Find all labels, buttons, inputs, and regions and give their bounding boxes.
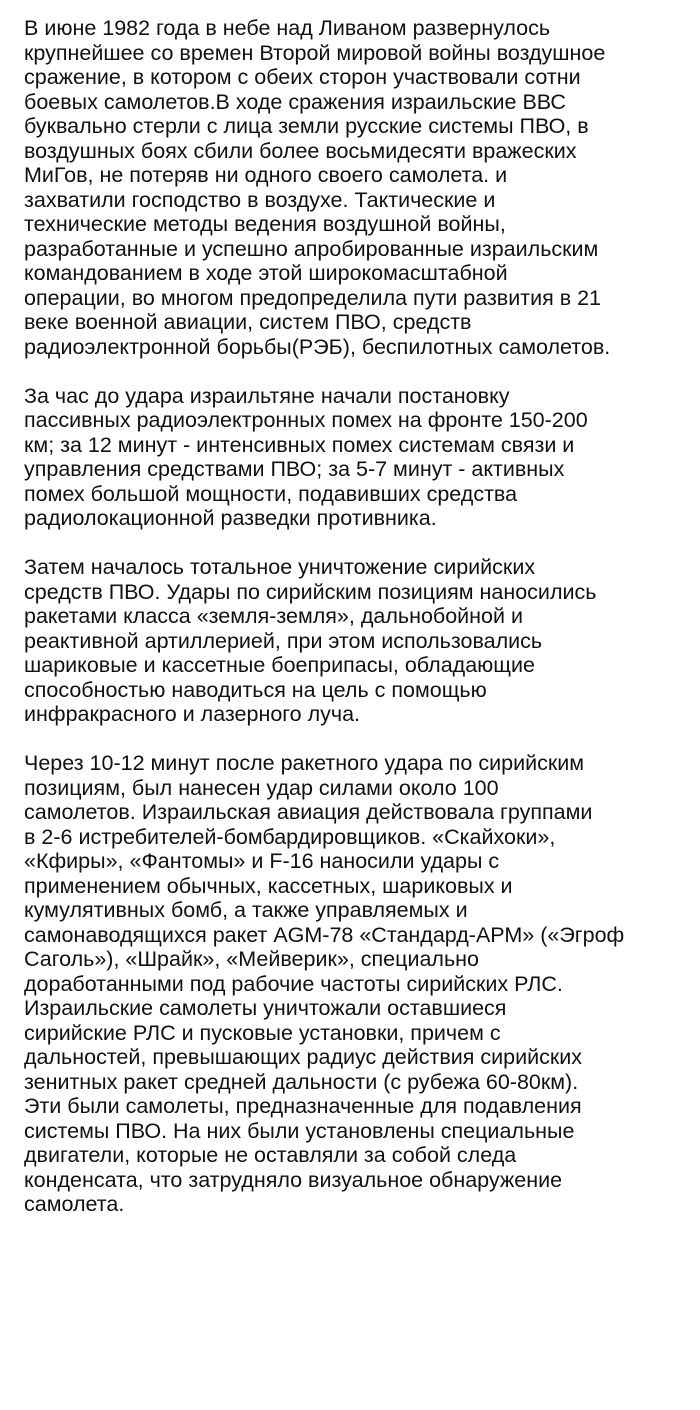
text-line: инфракрасного и лазерного луча. xyxy=(24,702,361,726)
text-line: веке военной авиации, систем ПВО, средств xyxy=(24,310,472,334)
text-line: зенитных ракет средней дальности (с рубежа 60-80км). xyxy=(24,1069,579,1094)
paragraph-2 xyxy=(24,384,684,531)
paragraph-3 xyxy=(24,555,684,727)
text-line: конденсата, что затрудняло визуальное обнаружение xyxy=(24,1167,563,1192)
article-text xyxy=(24,16,684,1217)
text-line: захватили господство в воздухе. Тактические и xyxy=(24,187,496,212)
text-line: сражение, в котором с обеих сторон участвовали сотни xyxy=(24,65,581,89)
text-line: самонаводящихся ракет AGM-78 «Стандард-АРМ» («Эгроф xyxy=(24,922,625,947)
text-line: системы ПВО. На них были установлены специальные xyxy=(24,1118,575,1143)
text-line: боевых самолетов.В ходе сражения израильские ВВС xyxy=(24,89,566,114)
text-line: Эти были самолеты, предназначенные для подавления xyxy=(24,1094,582,1118)
text-line: За час до удара израильтяне начали постановку xyxy=(24,383,510,408)
text-line: разработанные и успешно апробированные израильским xyxy=(24,236,599,261)
text-line: крупнейшее со времен Второй мировой войны воздушное xyxy=(24,40,606,65)
text-line: способностью наводиться на цель с помощью xyxy=(24,677,487,702)
text-line: пассивных радиоэлектронных помех на фронте 150-200 xyxy=(24,408,588,432)
text-line: самолетов. Израильская авиация действовала группами xyxy=(24,800,593,824)
text-line: операции, во многом предопределила пути развития в 21 xyxy=(24,285,602,310)
text-line: управления средствами ПВО; за 5-7 минут - активных xyxy=(24,457,565,481)
text-line: двигатели, которые не оставляли за собой следа xyxy=(24,1143,517,1167)
text-line: Через 10-12 минут после ракетного удара по сирийским xyxy=(24,751,585,775)
text-line: шариковые и кассетные боеприпасы, обладающие xyxy=(24,653,535,677)
text-line: средств ПВО. Удары по сирийским позициям наносились xyxy=(24,579,597,604)
text-line: в 2-6 истребителей-бомбардировщиков. «Скайхоки», xyxy=(24,824,556,849)
text-line: Саголь»), «Шрайк», «Мейверик», специально xyxy=(24,947,479,971)
text-line: воздушных боях сбили более восьмидесяти вражеских xyxy=(24,138,577,163)
text-line: радиоэлектронной борьбы(РЭБ), беспилотных самолетов. xyxy=(24,334,611,359)
text-line: радиолокационной разведки противника. xyxy=(24,506,437,530)
text-line: Израильские самолеты уничтожали оставшиеся xyxy=(24,996,507,1020)
text-line: ракетами класса «земля-земля», дальнобойной и xyxy=(24,604,524,628)
text-line: «Кфиры», «Фантомы» и F-16 наносили удары с xyxy=(24,849,500,873)
text-line: позициям, был нанесен удар силами около 100 xyxy=(24,775,499,800)
text-line: В июне 1982 года в небе над Ливаном развернулось xyxy=(24,16,551,40)
text-line: доработанными под рабочие частоты сирийских РЛС. xyxy=(24,971,563,996)
text-line: реактивной артиллерией, при этом использовались xyxy=(24,628,543,653)
text-line: командованием в ходе этой широкомасштабной xyxy=(24,261,508,285)
text-line: самолета. xyxy=(24,1192,125,1216)
text-line: МиГов, не потеряв ни одного своего самолета. и xyxy=(24,163,508,187)
text-line: помех большой мощности, подавивших средства xyxy=(24,481,518,506)
text-line: Затем началось тотальное уничтожение сирийских xyxy=(24,555,536,579)
text-line: применением обычных, кассетных, шариковых и xyxy=(24,873,513,898)
paragraph-4 xyxy=(24,751,684,1217)
text-line: сирийские РЛС и пусковые установки, причем с xyxy=(24,1020,501,1045)
text-line: дальностей, превышающих радиус действия сирийских xyxy=(24,1045,583,1069)
paragraph-1 xyxy=(24,16,684,359)
text-line: кумулятивных бомб, а также управляемых и xyxy=(24,898,468,922)
text-line: технические методы ведения воздушной войны, xyxy=(24,212,506,236)
text-line: буквально стерли с лица земли русские системы ПВО, в xyxy=(24,114,589,138)
text-line: км; за 12 минут - интенсивных помех системам связи и xyxy=(24,432,575,457)
